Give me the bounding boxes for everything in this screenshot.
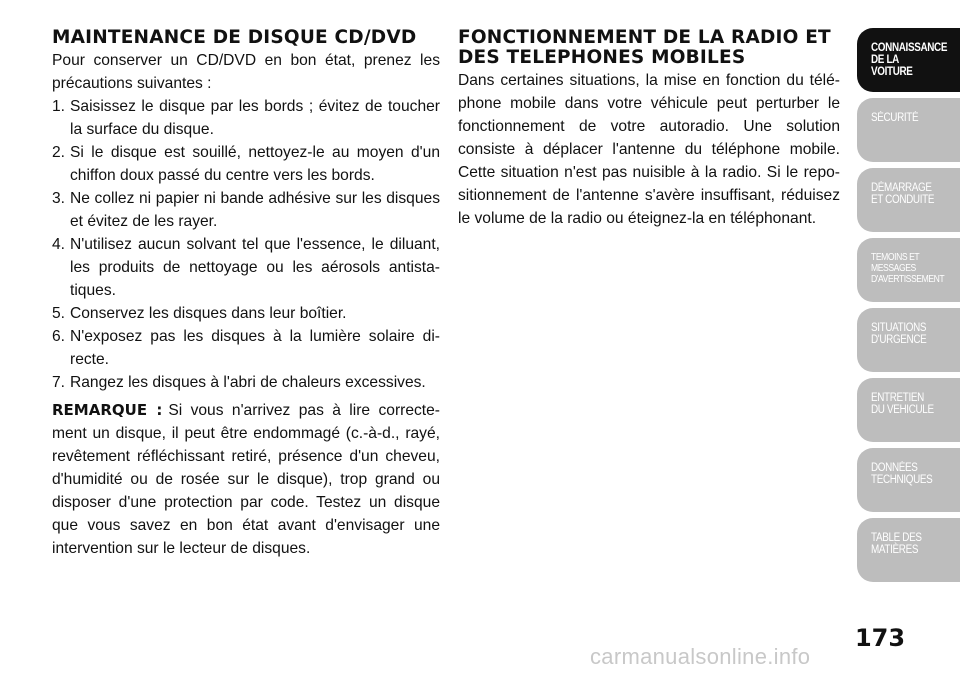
list-item-number: 1. — [52, 98, 66, 115]
intro-paragraph: Pour conserver un CD/DVD en bon état, prenez les précautions suivantes : — [52, 52, 440, 92]
note-label: REMARQUE : — [52, 401, 163, 419]
note-paragraph — [52, 399, 440, 560]
tab-connaissance-voiture[interactable] — [857, 28, 960, 92]
tab-label: DÉMARRAGE ET CONDUITE — [871, 182, 935, 206]
list-item-number: 4. — [52, 236, 66, 253]
list-item — [52, 302, 440, 325]
tab-label: TABLE DES MATIÈRES — [871, 532, 922, 556]
page-number: 173 — [854, 624, 906, 652]
tab-label: SITUATIONS D'URGENCE — [871, 322, 927, 346]
list-item — [52, 233, 440, 302]
tab-temoins-messages[interactable] — [857, 238, 960, 302]
list-item-number: 5. — [52, 305, 66, 322]
section-heading-radio-mobile: FONCTIONNEMENT DE LA RADIO ET DES TELEPHONES MOBILES — [458, 27, 831, 68]
list-item-text: Ne collez ni papier ni bande adhésive sur les disques et évitez de les rayer. — [70, 190, 440, 230]
tab-label: CONNAISSANCE DE LA VOITURE — [871, 42, 948, 78]
note-text: Si vous n'arrivez pas à lire correcte-ment un disque, il peut être endommagé (c.-à-d., rayé, revêtement réfléchissant retiré, présence d'un cheveu, d'humidité ou de rosée sur le disque), trop grand ou disposer d'une protection par code. Testez un disque que vous savez en bon état avant d'envisager une intervention sur le lecteur de disques. — [52, 402, 440, 557]
right-column — [458, 28, 840, 230]
radio-mobile-paragraph: Dans certaines situations, la mise en fonction du télé-phone mobile dans votre véhicule peut perturber le fonctionnement de votre autoradio. Une solution consiste à déplacer l'antenne du téléphone mobile. Cette situation n'est pas nuisible à la radio. Si le repo-sitionnement de l'antenne s'avère insuffisant, réduisez le volume de la radio ou éteignez-la en téléphonant. — [458, 72, 840, 227]
list-item-text: Saisissez le disque par les bords ; évitez de toucher la surface du disque. — [70, 98, 440, 138]
tab-label: SÉCURITÉ — [871, 112, 919, 124]
tab-table-matieres[interactable] — [857, 518, 960, 582]
list-item-text: Conservez les disques dans leur boîtier. — [70, 305, 347, 322]
chapter-tabs — [857, 28, 960, 588]
tab-label: TEMOINS ET MESSAGES D'AVERTISSEMENT — [871, 252, 945, 285]
section-heading-cd-dvd: MAINTENANCE DE DISQUE CD/DVD — [52, 27, 417, 48]
list-item — [52, 325, 440, 371]
tab-label: DONNÉES TECHNIQUES — [871, 462, 933, 486]
left-column — [52, 28, 440, 560]
list-item-number: 3. — [52, 190, 66, 207]
tab-label: ENTRETIEN DU VEHICULE — [871, 392, 934, 416]
list-item-number: 7. — [52, 374, 66, 391]
tab-securite[interactable] — [857, 98, 960, 162]
list-item-text: N'utilisez aucun solvant tel que l'essence, le diluant, les produits de nettoyage ou les aérosols antista-tiques. — [70, 236, 440, 299]
list-item-number: 6. — [52, 328, 66, 345]
list-item-text: Rangez les disques à l'abri de chaleurs excessives. — [70, 374, 426, 391]
list-item-number: 2. — [52, 144, 66, 161]
list-item-text: Si le disque est souillé, nettoyez-le au moyen d'un chiffon doux passé du centre vers les bords. — [70, 144, 440, 184]
care-instructions-list — [52, 95, 440, 394]
list-item — [52, 141, 440, 187]
list-item — [52, 371, 440, 394]
tab-demarrage-conduite[interactable] — [857, 168, 960, 232]
watermark: carmanualsonline.info — [590, 644, 811, 669]
list-item — [52, 187, 440, 233]
list-item-text: N'exposez pas les disques à la lumière solaire di-recte. — [70, 328, 440, 368]
list-item — [52, 95, 440, 141]
tab-situations-urgence[interactable] — [857, 308, 960, 372]
tab-donnees-techniques[interactable] — [857, 448, 960, 512]
tab-entretien-vehicule[interactable] — [857, 378, 960, 442]
